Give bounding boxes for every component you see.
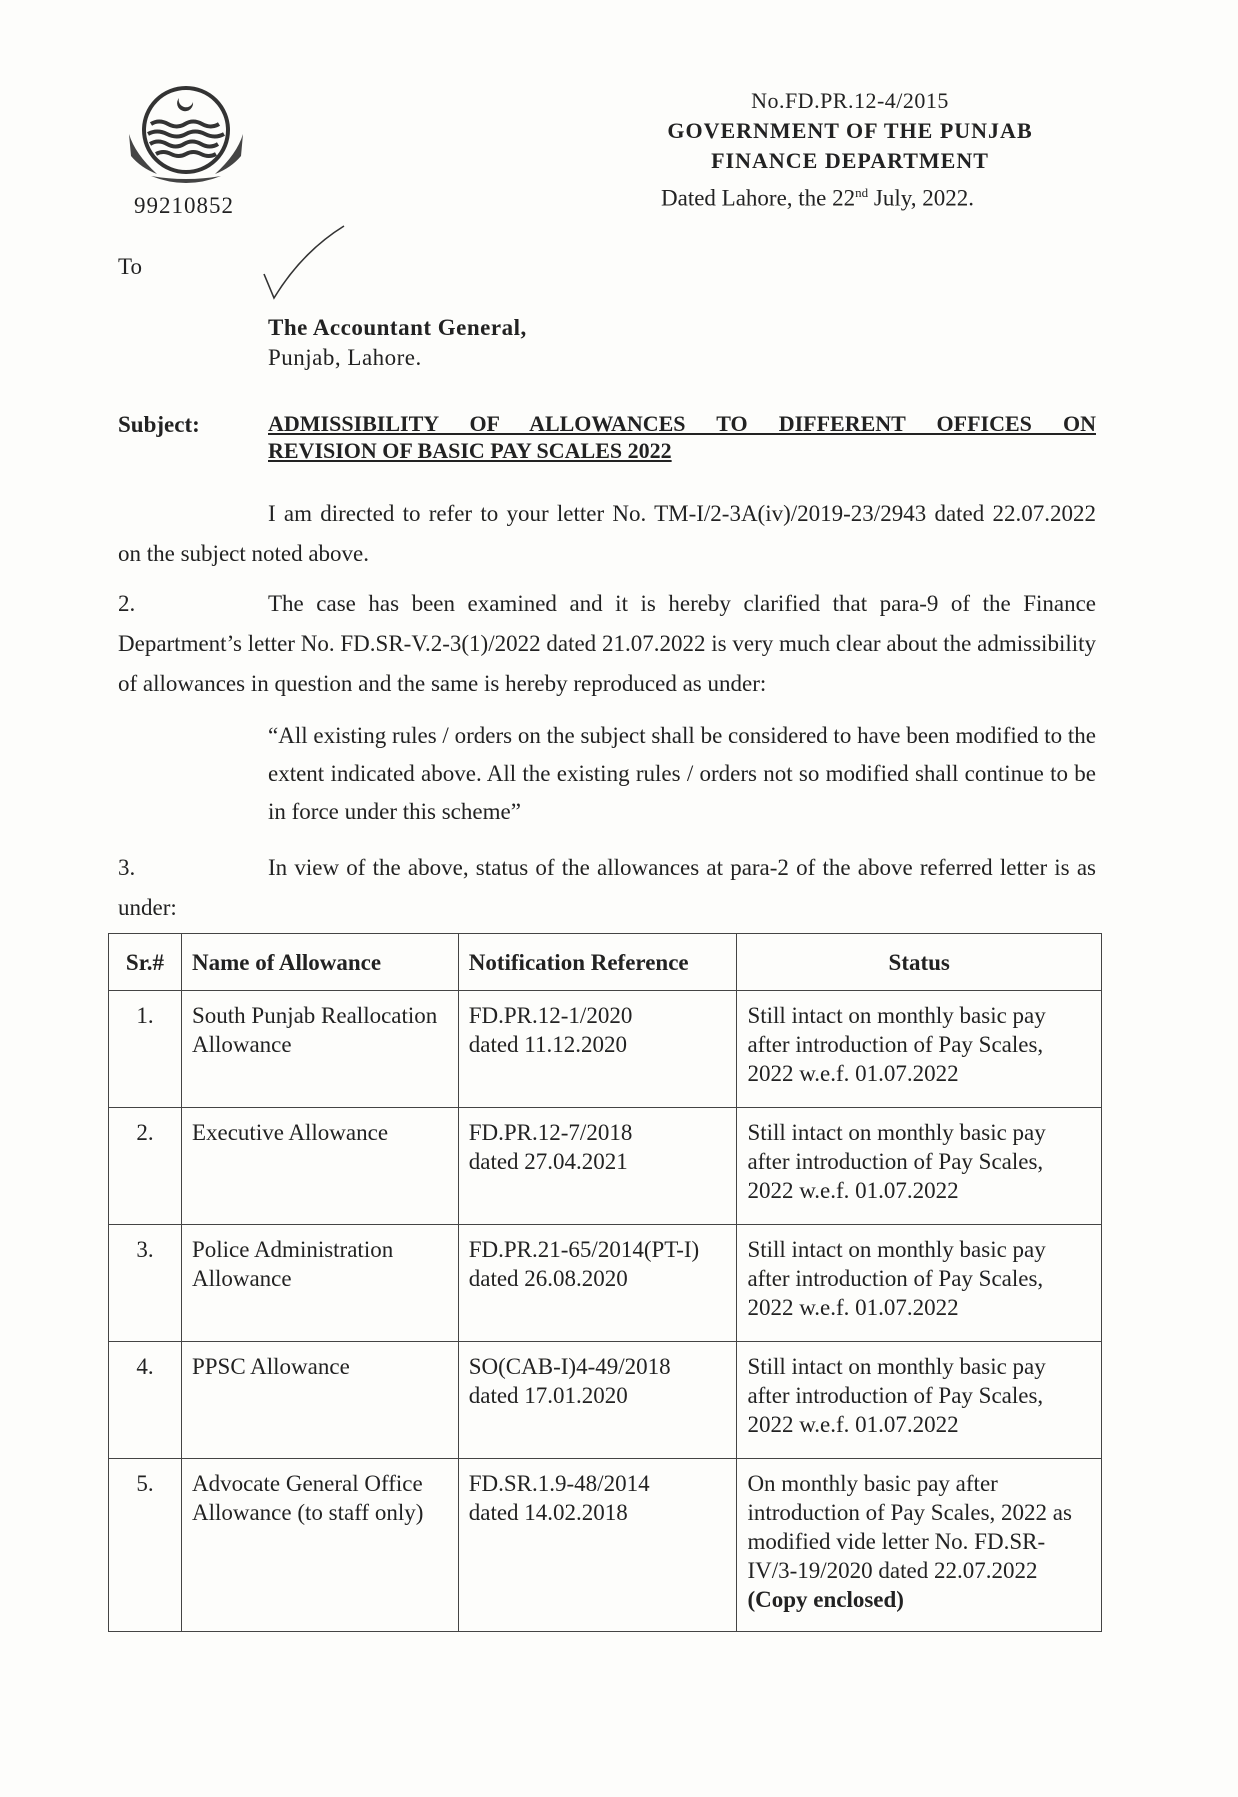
- checkmark-icon: [262, 222, 352, 302]
- addressee-place: Punjab, Lahore.: [268, 345, 422, 370]
- diary-number: 99210852: [134, 193, 234, 218]
- table-header-row: [109, 934, 1102, 991]
- quoted-text: “All existing rules / orders on the subject shall be considered to have been modified to the extent indicated above. All the existing rules / orders not so modified shall continue to be in force under this scheme”: [268, 723, 1096, 824]
- table-row: 4. PPSC Allowance SO(CAB-I)4-49/2018 dated 17.01.2020 Still intact on monthly basic pay after introduction of Pay Scales, 2022 w.e.f. 01.07.2022: [109, 1342, 1102, 1459]
- government-name: GOVERNMENT OF THE PUNJAB: [667, 118, 1033, 143]
- table-row: 1. South Punjab Reallocation Allowance FD.PR.12-1/2020 dated 11.12.2020 Still intact on monthly basic pay after introduction of Pay Scales, 2022 w.e.f. 01.07.2022: [109, 991, 1102, 1108]
- letter-date: Dated Lahore, the 22nd July, 2022.: [661, 185, 975, 211]
- copy-enclosed-note: (Copy enclosed): [747, 1587, 904, 1612]
- header-name: Name of Allowance: [181, 934, 458, 991]
- paragraph-2: 2. The case has been examined and it is hereby clarified that para-9 of the Finance Department’s letter No. FD.SR-V.2-3(1)/2022 dated 21.07.2022 is very much clear about the admissibility of allowances in question and the same is hereby reproduced as under:: [118, 591, 1096, 696]
- to-label: To: [118, 254, 142, 279]
- table-row: 5. Advocate General Office Allowance (to staff only) FD.SR.1.9-48/2014 dated 14.02.2018 On monthly basic pay after introduction of Pay Scales, 2022 as modified vide letter No. FD.SR-IV/3-19/2020 dated 22.07.2022 (Copy enclosed): [109, 1459, 1102, 1632]
- addressee: [268, 313, 527, 373]
- reference-number: No.FD.PR.12-4/2015: [751, 88, 949, 113]
- header-status: Status: [737, 934, 1102, 991]
- paragraph-1: I am directed to refer to your letter No. TM-I/2-3A(iv)/2019-23/2943 dated 22.07.2022 on the subject noted above.: [118, 501, 1096, 566]
- letter-header: [620, 86, 1080, 176]
- table-row: 3. Police Administration Allowance FD.PR.21-65/2014(PT-I) dated 26.08.2020 Still intact on monthly basic pay after introduction of Pay Scales, 2022 w.e.f. 01.07.2022: [109, 1225, 1102, 1342]
- subject-text: ADMISSIBILITY OF ALLOWANCES TO DIFFERENT OFFICES ON REVISION OF BASIC PAY SCALES 2022: [268, 411, 1096, 463]
- paragraph-3: 3. In view of the above, status of the allowances at para-2 of the above referred letter is as under:: [118, 855, 1096, 920]
- header-reference: Notification Reference: [458, 934, 737, 991]
- punjab-government-emblem-icon: [121, 84, 251, 194]
- header-sr: Sr.#: [109, 934, 182, 991]
- addressee-name: The Accountant General,: [268, 315, 527, 340]
- allowances-table: [108, 933, 1102, 1632]
- department-name: FINANCE DEPARTMENT: [711, 148, 989, 173]
- subject-label: Subject:: [118, 412, 200, 437]
- table-row: 2. Executive Allowance FD.PR.12-7/2018 dated 27.04.2021 Still intact on monthly basic pay after introduction of Pay Scales, 2022 w.e.f. 01.07.2022: [109, 1108, 1102, 1225]
